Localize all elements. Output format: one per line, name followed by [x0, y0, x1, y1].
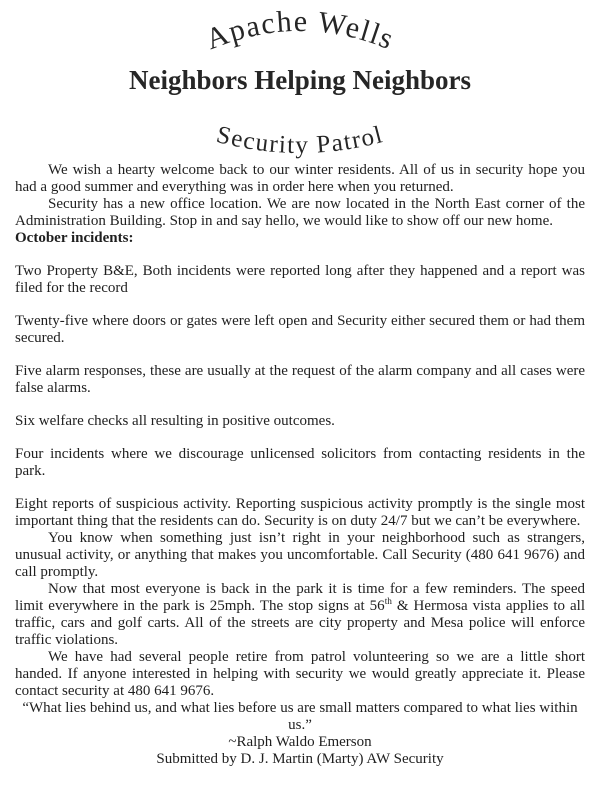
- neighborhood-text: You know when something just isn’t right in your neighborhood such as strangers, unusual activity, or anything that makes you uncomfortable. Call Security (480 641 9676) and call promptly.: [15, 530, 585, 580]
- arc-title-bottom: [214, 121, 387, 159]
- arc-title-top: [201, 5, 399, 56]
- reminders-text-after: & Hermosa vista applies to all traffic, cars and golf carts. All of the streets are city property and Mesa police will enforce traffic violations.: [15, 598, 585, 648]
- closing-quote-block: [15, 700, 585, 768]
- newsletter-title: Neighbors Helping Neighbors: [128, 65, 472, 95]
- reminders-text-before: Now that most everyone is back in the park it is time for a few reminders. The speed limit everywhere in the park is 25mph. The stop signs at 56: [15, 581, 585, 614]
- arc-title-bottom-text: Security Patrol: [213, 121, 387, 160]
- welcome-paragraph: We wish a hearty welcome back to our winter residents. All of us in security hope you had a good summer and everything was in order here when you returned.: [15, 162, 585, 195]
- ordinal-superscript: th: [384, 597, 392, 607]
- incidents-heading: October incidents:: [15, 230, 134, 246]
- reminders-paragraph: [15, 581, 585, 649]
- neighborhood-paragraph: [15, 530, 585, 581]
- incident-paragraph-2: Twenty-five where doors or gates were left open and Security either secured them or had them secured.: [15, 313, 585, 346]
- incident-paragraph-1: Two Property B&E, Both incidents were reported long after they happened and a report was filed for the record: [15, 263, 585, 296]
- incident-paragraph-4: Six welfare checks all resulting in positive outcomes.: [15, 413, 335, 429]
- quote-author: ~Ralph Waldo Emerson: [228, 734, 372, 750]
- incident-paragraph-5: Four incidents where we discourage unlicensed solicitors from contacting residents in the park.: [15, 446, 585, 479]
- volunteering-paragraph: We have had several people retire from patrol volunteering so we are a little short handed. If anyone interested in helping with security we would greatly appreciate it. Please contact security at 480 641 9676.: [15, 649, 585, 699]
- arc-title-top-text: Apache Wells: [201, 4, 400, 57]
- quote-line: “What lies behind us, and what lies before us are small matters compared to what lies within us.”: [22, 700, 578, 733]
- header-seal: [0, 0, 600, 160]
- submitted-by-line: Submitted by D. J. Martin (Marty) AW Security: [156, 751, 444, 767]
- incident-paragraph-3: Five alarm responses, these are usually at the request of the alarm company and all cases were false alarms.: [15, 363, 585, 396]
- incident-paragraph-6: Eight reports of suspicious activity. Reporting suspicious activity promptly is the single most important thing that the residents can do. Security is on duty 24/7 but we can’t be everywhere.: [15, 496, 585, 529]
- office-location-paragraph: Security has a new office location. We are now located in the North East corner of the Administration Building. Stop in and say hello, we would like to show off our new home.: [15, 196, 585, 229]
- newsletter-body: [0, 160, 600, 768]
